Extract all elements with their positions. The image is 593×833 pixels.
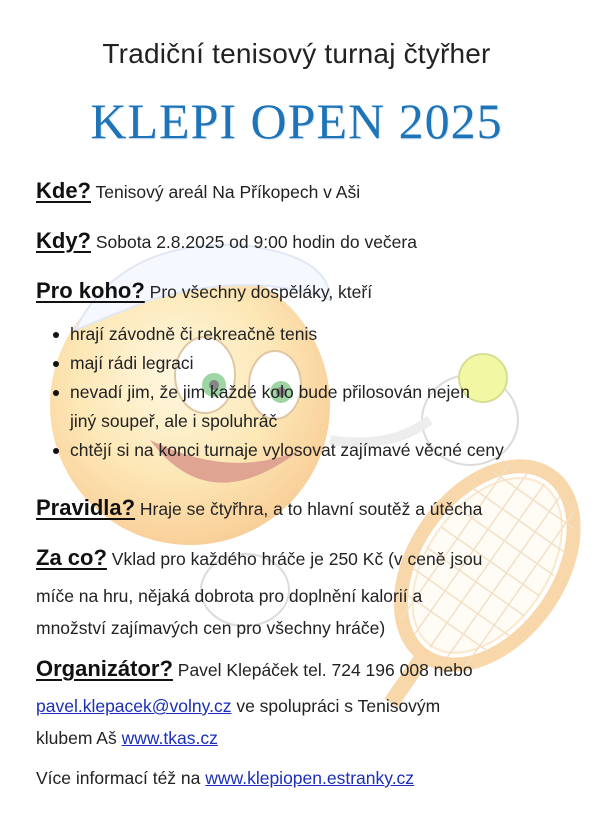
section-pro-koho	[36, 278, 372, 304]
section-info	[36, 768, 414, 789]
section-pravidla	[36, 495, 482, 521]
kde-text: Tenisový areál Na Příkopech v Aši	[95, 182, 361, 202]
club-link[interactable]: www.tkas.cz	[121, 728, 218, 748]
list-item-continuation: jiný soupeř, ale i spoluhráč	[70, 411, 278, 431]
list-item: nevadí jim, že jim každé kolo bude přilosován nejen	[50, 378, 504, 407]
section-kde	[36, 178, 360, 204]
pro-koho-label: Pro koho?	[36, 278, 145, 303]
section-za-co	[36, 545, 482, 571]
organizator-label: Organizátor?	[36, 656, 173, 681]
list-item: chtějí si na konci turnaje vylosovat zajímavé věcné ceny	[50, 436, 504, 465]
list-item: mají rádi legraci	[50, 349, 504, 378]
za-co-line2: míče na hru, nějaká dobrota pro doplnění kalorií a	[36, 586, 423, 606]
organizator-text3: klubem Aš	[36, 728, 117, 748]
poster-title: KLEPI OPEN 2025	[90, 93, 503, 149]
za-co-label: Za co?	[36, 545, 107, 570]
kde-label: Kde?	[36, 178, 91, 203]
organizator-line3	[36, 728, 218, 749]
za-co-line3: množství zajímavých cen pro všechny hráče)	[36, 618, 386, 638]
section-kdy	[36, 228, 417, 254]
poster-subtitle: Tradiční tenisový turnaj čtyřher	[102, 38, 491, 69]
organizator-text2: ve spolupráci s Tenisovým	[236, 696, 441, 716]
section-organizator	[36, 656, 473, 682]
website-link[interactable]: www.klepiopen.estranky.cz	[205, 768, 415, 788]
pravidla-label: Pravidla?	[36, 495, 136, 520]
za-co-line1: Vklad pro každého hráče je 250 Kč (v ceně jsou	[111, 549, 483, 569]
kdy-label: Kdy?	[36, 228, 91, 253]
kdy-text: Sobota 2.8.2025 od 9:00 hodin do večera	[95, 232, 417, 252]
email-link[interactable]: pavel.klepacek@volny.cz	[36, 696, 232, 716]
pravidla-text: Hraje se čtyřhra, a to hlavní soutěž a útěcha	[139, 499, 483, 519]
info-text: Více informací též na	[36, 768, 201, 788]
organizator-line2	[36, 696, 440, 717]
organizator-text: Pavel Klepáček tel. 724 196 008 nebo	[177, 660, 473, 680]
pro-koho-list	[50, 320, 504, 465]
pro-koho-text: Pro všechny dospěláky, kteří	[149, 282, 373, 302]
list-item: hrají závodně či rekreačně tenis	[50, 320, 504, 349]
